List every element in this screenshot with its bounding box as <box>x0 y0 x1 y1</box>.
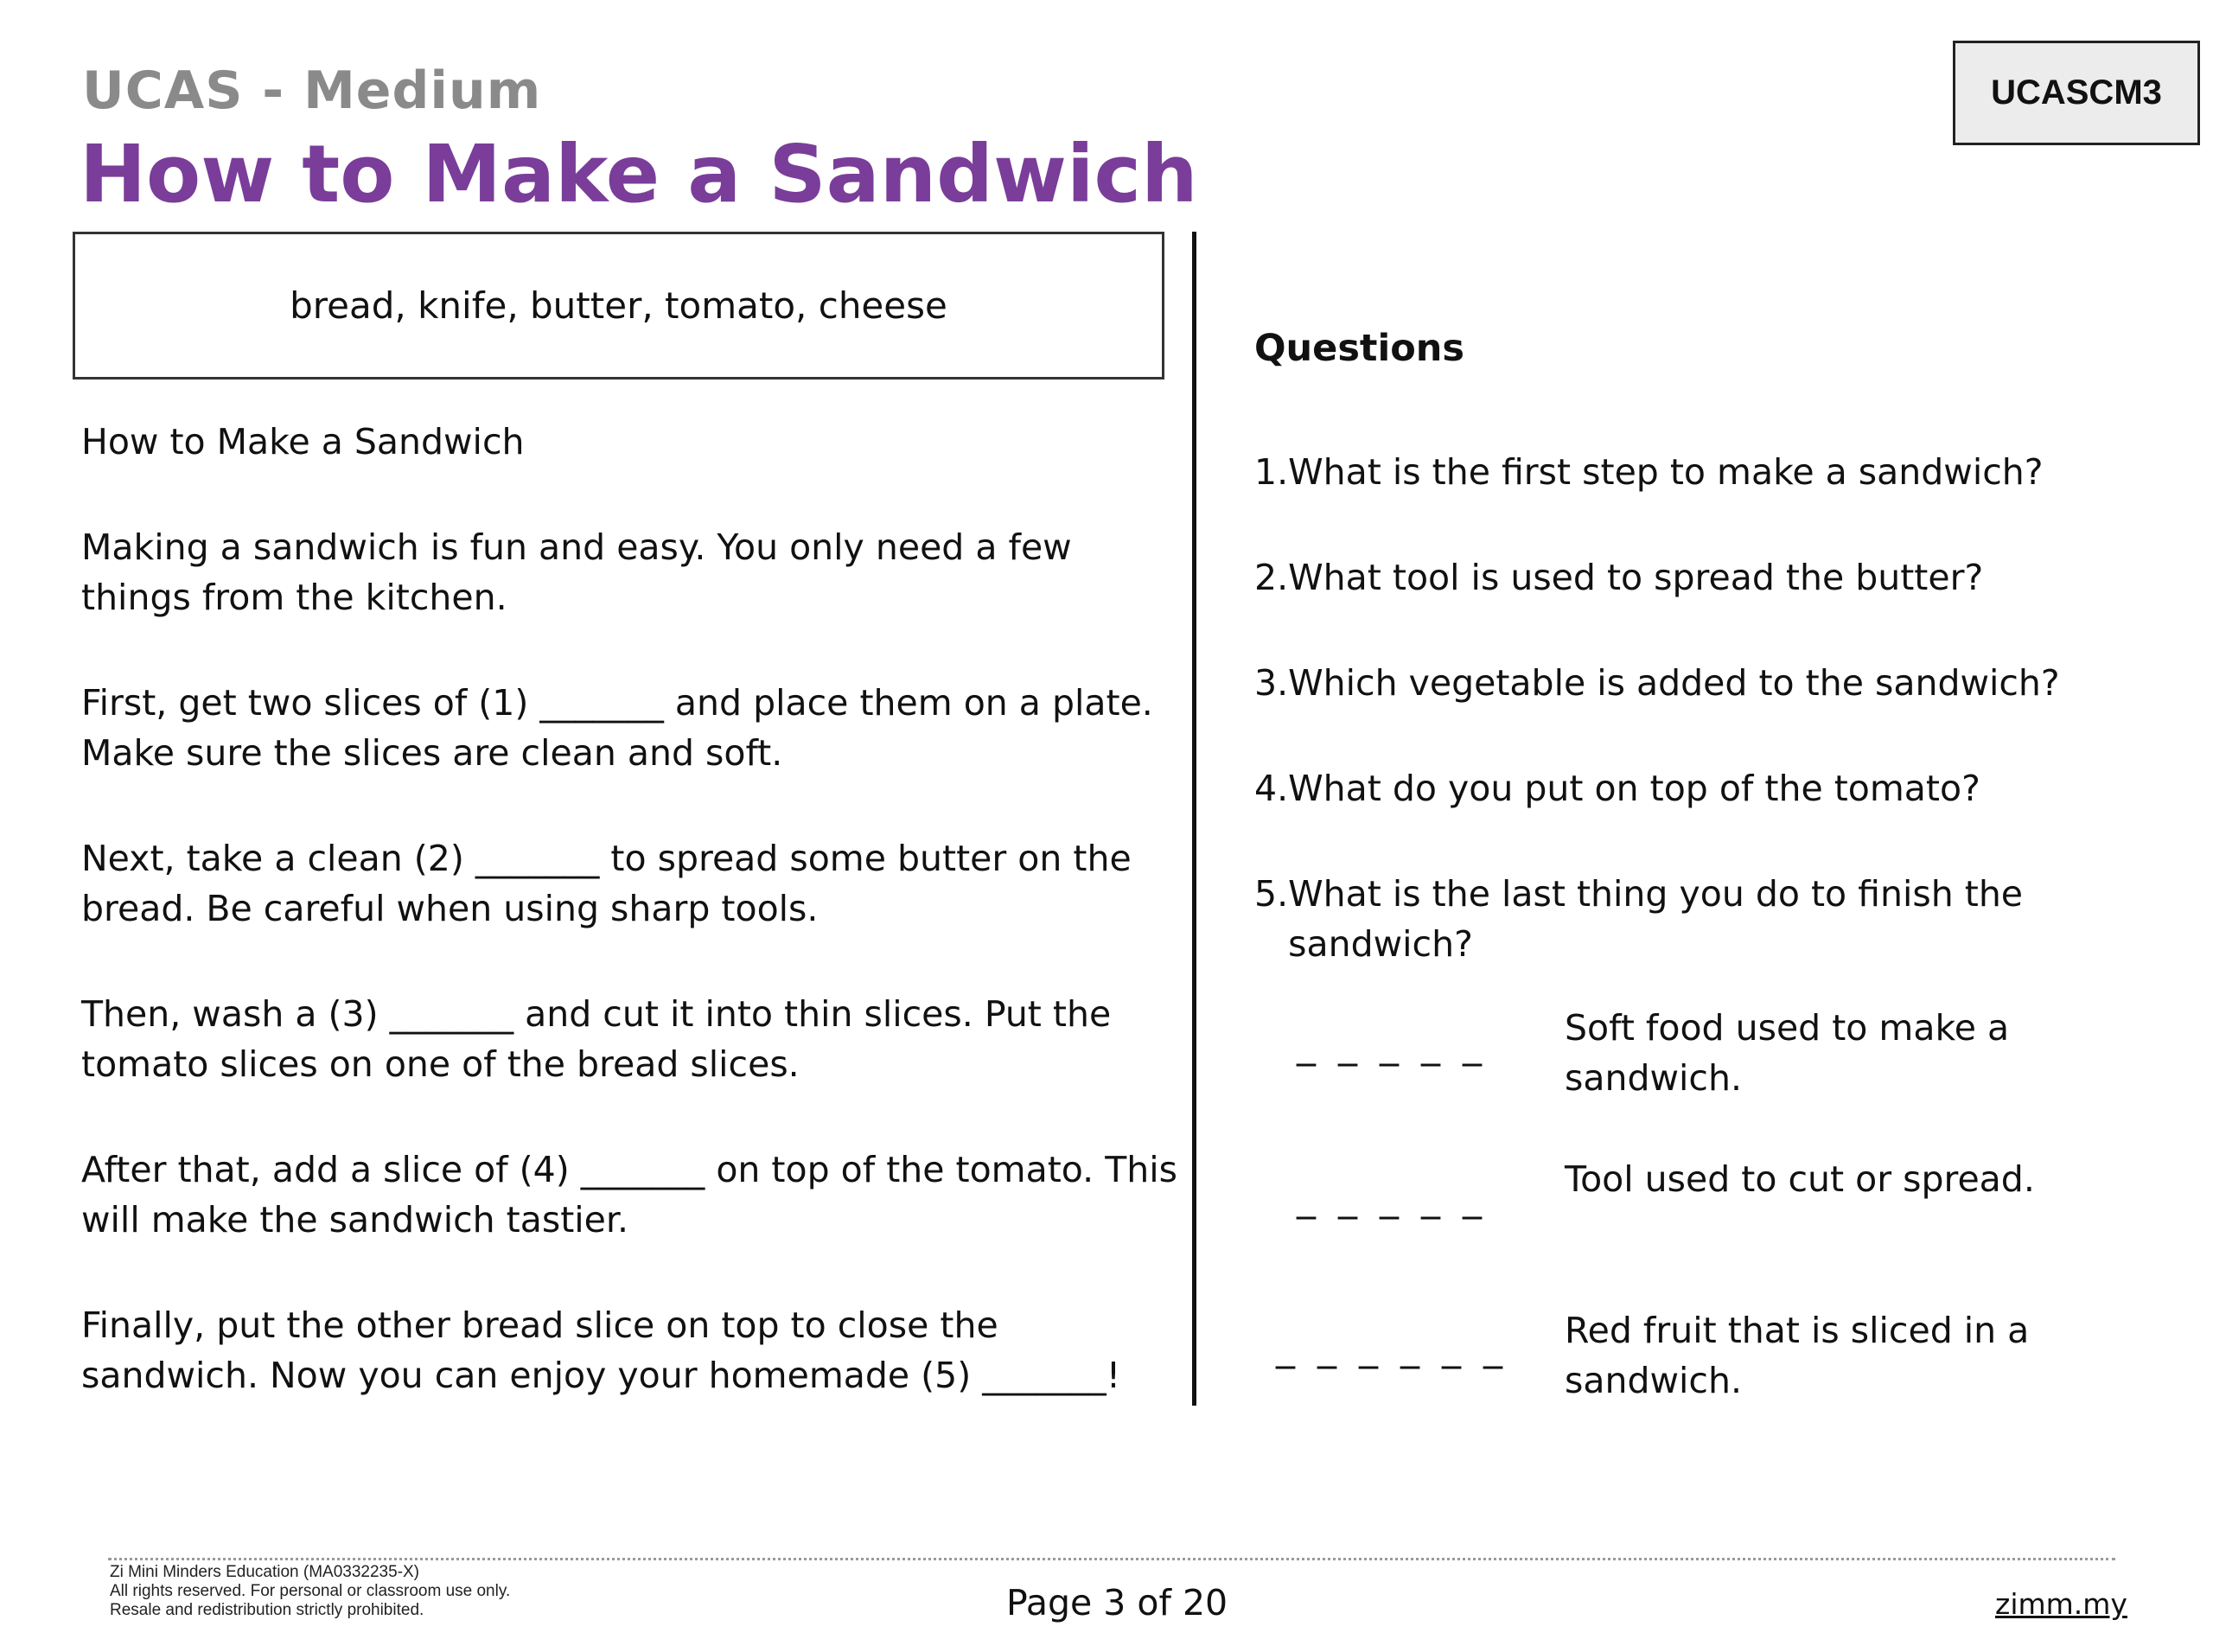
passage-heading: How to Make a Sandwich <box>81 421 525 462</box>
question-number: 4. <box>1254 768 1289 809</box>
question-text: What is the last thing you do to finish the sandwich? <box>1288 873 2024 965</box>
questions-list <box>1254 447 2162 1024</box>
question-item <box>1254 658 2162 708</box>
word-bank-box <box>73 232 1164 380</box>
passage-paragraph: Then, wash a (3) _______ and cut it into thin slices. Put the tomato slices on one of the bread slices. <box>81 993 1112 1085</box>
question-text: What do you put on top of the tomato? <box>1288 768 1980 809</box>
question-text: What is the first step to make a sandwich? <box>1288 451 2044 493</box>
footer-divider <box>108 1558 2115 1560</box>
passage <box>81 417 1183 1456</box>
worksheet-title: How to Make a Sandwich <box>80 128 1198 220</box>
footer-company: Zi Mini Minders Education (MA0332235-X) <box>110 1563 419 1581</box>
answer-blanks: _ _ _ _ _ _ <box>1276 1325 1508 1369</box>
question-number: 1. <box>1254 451 1289 493</box>
footer-rights: All rights reserved. For personal or classroom use only. <box>110 1582 511 1600</box>
clue-text: Soft food used to make a sandwich. <box>1565 1007 2010 1099</box>
passage-paragraph: Finally, put the other bread slice on top to close the sandwich. Now you can enjoy your homemade (5) _______! <box>81 1304 1121 1396</box>
column-divider <box>1192 232 1196 1406</box>
question-text: What tool is used to spread the butter? <box>1288 557 1984 598</box>
question-number: 5. <box>1254 873 1289 915</box>
passage-paragraph: Next, take a clean (2) _______ to spread some butter on the bread. Be careful when using sharp tools. <box>81 838 1132 929</box>
worksheet-code-badge: UCASCM3 <box>1953 41 2200 145</box>
question-item <box>1254 447 2162 497</box>
answer-blanks: _ _ _ _ _ <box>1297 1176 1487 1220</box>
clue-text: Red fruit that is sliced in a sandwich. <box>1565 1310 2030 1401</box>
question-item <box>1254 552 2162 603</box>
question-item <box>1254 869 2162 969</box>
page-number: Page 3 of 20 <box>1006 1582 1228 1623</box>
question-number: 2. <box>1254 557 1289 598</box>
clue-text: Tool used to cut or spread. <box>1565 1158 2035 1200</box>
footer-legal <box>110 1563 510 1620</box>
question-number: 3. <box>1254 662 1289 704</box>
answer-blanks: _ _ _ _ _ <box>1297 1023 1487 1067</box>
website-link[interactable]: zimm.my <box>1995 1587 2127 1621</box>
word-bank-text: bread, knife, butter, tomato, cheese <box>290 284 947 327</box>
passage-paragraph: After that, add a slice of (4) _______ on top of the tomato. This will make the sandwich tastier. <box>81 1149 1178 1241</box>
question-item <box>1254 763 2162 813</box>
passage-paragraph: Making a sandwich is fun and easy. You only need a few things from the kitchen. <box>81 526 1072 618</box>
footer-resale: Resale and redistribution strictly prohibited. <box>110 1601 424 1619</box>
worksheet-level: UCAS - Medium <box>82 61 542 121</box>
questions-heading: Questions <box>1254 327 1464 370</box>
passage-paragraph: First, get two slices of (1) _______ and place them on a plate. Make sure the slices are clean and soft. <box>81 682 1153 774</box>
question-text: Which vegetable is added to the sandwich? <box>1288 662 2060 704</box>
